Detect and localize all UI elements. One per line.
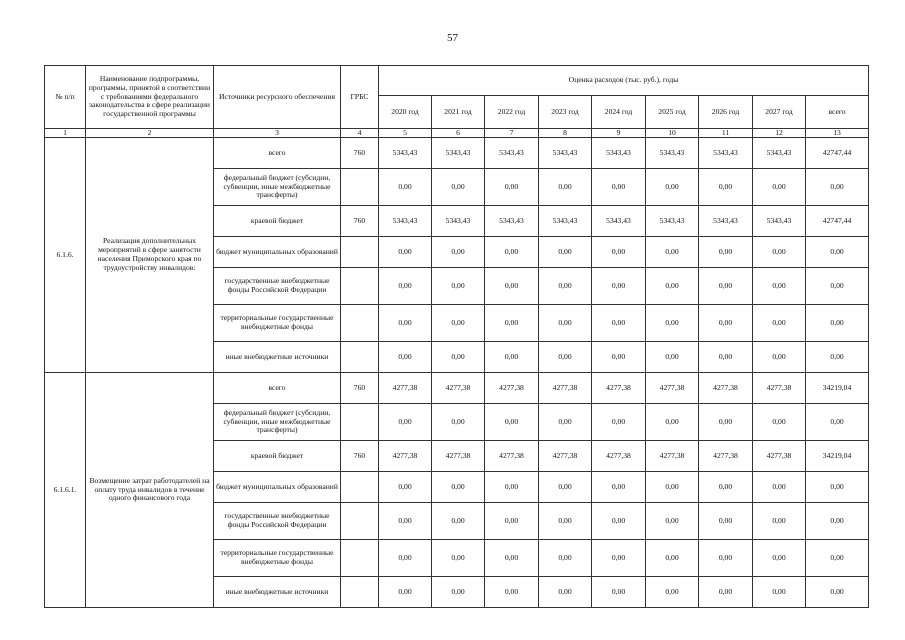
header-year: всего (806, 96, 869, 129)
amount-cell: 5343,43 (485, 206, 539, 237)
budget-table (44, 65, 869, 608)
column-number: 5 (379, 129, 432, 138)
amount-cell: 0,00 (646, 540, 699, 577)
amount-cell: 0,00 (592, 404, 646, 441)
amount-cell: 0,00 (432, 577, 485, 608)
amount-cell: 5343,43 (699, 138, 753, 169)
amount-cell: 0,00 (699, 237, 753, 268)
amount-cell: 0,00 (379, 577, 432, 608)
amount-cell: 5343,43 (592, 138, 646, 169)
amount-cell: 4277,38 (646, 441, 699, 472)
amount-cell: 0,00 (539, 577, 592, 608)
amount-cell: 4277,38 (432, 373, 485, 404)
amount-cell: 4277,38 (485, 373, 539, 404)
amount-cell: 0,00 (539, 169, 592, 206)
column-number: 9 (592, 129, 646, 138)
amount-cell: 0,00 (379, 342, 432, 373)
amount-cell: 4277,38 (485, 441, 539, 472)
amount-cell: 0,00 (432, 237, 485, 268)
funding-source: государственные внебюджетные фонды Российской Федерации (214, 503, 341, 540)
header-estimate: Оценка расходов (тыс. руб.), годы (379, 66, 869, 96)
grbs-code (341, 268, 379, 305)
header-year: 2020 год (379, 96, 432, 129)
grbs-code (341, 404, 379, 441)
page-number: 57 (447, 32, 458, 44)
column-number: 12 (753, 129, 806, 138)
amount-cell: 0,00 (753, 404, 806, 441)
amount-cell: 4277,38 (592, 441, 646, 472)
column-number: 7 (485, 129, 539, 138)
amount-cell: 0,00 (592, 237, 646, 268)
amount-cell: 0,00 (806, 577, 869, 608)
amount-cell: 0,00 (379, 169, 432, 206)
amount-cell: 0,00 (806, 268, 869, 305)
amount-cell: 0,00 (699, 268, 753, 305)
header-year: 2025 год (646, 96, 699, 129)
amount-cell: 0,00 (379, 404, 432, 441)
amount-cell: 0,00 (753, 540, 806, 577)
amount-cell: 0,00 (485, 404, 539, 441)
column-number: 3 (214, 129, 341, 138)
row-name: Возмещение затрат работодателей на оплату труда инвалидов в течение одного финансового года (86, 373, 214, 608)
amount-cell: 4277,38 (379, 441, 432, 472)
header-row (45, 66, 869, 96)
amount-cell: 0,00 (432, 342, 485, 373)
funding-source: бюджет муниципальных образований (214, 472, 341, 503)
amount-cell: 4277,38 (753, 441, 806, 472)
amount-cell: 0,00 (592, 305, 646, 342)
column-number: 4 (341, 129, 379, 138)
column-number: 13 (806, 129, 869, 138)
amount-cell: 0,00 (753, 305, 806, 342)
amount-cell: 0,00 (806, 342, 869, 373)
amount-cell: 4277,38 (699, 441, 753, 472)
header-year: 2026 год (699, 96, 753, 129)
amount-cell: 0,00 (646, 169, 699, 206)
amount-cell: 0,00 (432, 404, 485, 441)
amount-cell: 0,00 (432, 472, 485, 503)
amount-cell: 0,00 (646, 268, 699, 305)
amount-cell: 0,00 (806, 169, 869, 206)
funding-source: краевой бюджет (214, 441, 341, 472)
amount-cell: 0,00 (699, 472, 753, 503)
amount-cell: 0,00 (592, 169, 646, 206)
amount-cell: 0,00 (539, 305, 592, 342)
amount-cell: 0,00 (485, 342, 539, 373)
amount-cell: 0,00 (699, 540, 753, 577)
amount-cell: 0,00 (432, 268, 485, 305)
grbs-code (341, 472, 379, 503)
funding-source: бюджет муниципальных образований (214, 237, 341, 268)
amount-cell: 0,00 (646, 577, 699, 608)
header-source: Источники ресурсного обеспечения (214, 66, 341, 129)
funding-source: федеральный бюджет (субсидии, субвенции, иные межбюджетные трансферты) (214, 169, 341, 206)
amount-cell: 0,00 (699, 342, 753, 373)
amount-cell: 0,00 (592, 472, 646, 503)
amount-cell: 0,00 (753, 268, 806, 305)
funding-source: территориальные государственные внебюджетные фонды (214, 305, 341, 342)
amount-cell: 0,00 (753, 342, 806, 373)
amount-cell: 0,00 (753, 503, 806, 540)
column-number: 2 (86, 129, 214, 138)
amount-cell: 0,00 (432, 540, 485, 577)
grbs-code (341, 503, 379, 540)
amount-cell: 4277,38 (753, 373, 806, 404)
amount-cell: 4277,38 (539, 373, 592, 404)
amount-cell: 0,00 (379, 472, 432, 503)
amount-cell: 5343,43 (432, 206, 485, 237)
amount-cell: 5343,43 (753, 206, 806, 237)
amount-cell: 5343,43 (379, 206, 432, 237)
funding-source: иные внебюджетные источники (214, 342, 341, 373)
amount-cell: 0,00 (699, 305, 753, 342)
amount-cell: 5343,43 (592, 206, 646, 237)
amount-cell: 0,00 (592, 540, 646, 577)
amount-cell: 0,00 (646, 305, 699, 342)
amount-cell: 0,00 (753, 237, 806, 268)
amount-cell: 0,00 (379, 268, 432, 305)
amount-cell: 0,00 (485, 472, 539, 503)
amount-cell: 5343,43 (432, 138, 485, 169)
amount-cell: 0,00 (646, 472, 699, 503)
table-row (45, 138, 869, 169)
row-code: 6.1.6.1. (45, 373, 86, 608)
table-row (45, 373, 869, 404)
column-number: 6 (432, 129, 485, 138)
header-year: 2027 год (753, 96, 806, 129)
header-name: Наименование подпрограммы, программы, принятой в соответствии с требованиями федерального законодательства в сфере реализации государственной программы (86, 66, 214, 129)
amount-cell: 4277,38 (379, 373, 432, 404)
grbs-code (341, 342, 379, 373)
header-year: 2023 год (539, 96, 592, 129)
amount-cell: 0,00 (806, 404, 869, 441)
grbs-code: 760 (341, 138, 379, 169)
amount-cell: 0,00 (539, 540, 592, 577)
amount-cell: 4277,38 (539, 441, 592, 472)
amount-cell: 0,00 (806, 540, 869, 577)
amount-cell: 0,00 (432, 169, 485, 206)
header-year: 2022 год (485, 96, 539, 129)
amount-cell: 0,00 (699, 503, 753, 540)
amount-cell: 0,00 (432, 503, 485, 540)
amount-cell: 0,00 (485, 268, 539, 305)
grbs-code (341, 577, 379, 608)
grbs-code: 760 (341, 373, 379, 404)
grbs-code (341, 237, 379, 268)
amount-cell: 0,00 (806, 237, 869, 268)
amount-cell: 0,00 (753, 577, 806, 608)
amount-cell: 0,00 (699, 404, 753, 441)
amount-cell: 5343,43 (539, 138, 592, 169)
amount-cell: 0,00 (539, 472, 592, 503)
grbs-code: 760 (341, 441, 379, 472)
amount-cell: 5343,43 (485, 138, 539, 169)
amount-cell: 34219,04 (806, 373, 869, 404)
column-number: 8 (539, 129, 592, 138)
amount-cell: 0,00 (539, 237, 592, 268)
amount-cell: 5343,43 (646, 138, 699, 169)
amount-cell: 5343,43 (753, 138, 806, 169)
funding-source: краевой бюджет (214, 206, 341, 237)
grbs-code: 760 (341, 206, 379, 237)
amount-cell: 0,00 (592, 342, 646, 373)
row-code: 6.1.6. (45, 138, 86, 373)
amount-cell: 0,00 (806, 503, 869, 540)
amount-cell: 5343,43 (646, 206, 699, 237)
grbs-code (341, 169, 379, 206)
amount-cell: 0,00 (646, 237, 699, 268)
funding-source: территориальные государственные внебюджетные фонды (214, 540, 341, 577)
amount-cell: 5343,43 (539, 206, 592, 237)
column-number: 11 (699, 129, 753, 138)
amount-cell: 0,00 (806, 472, 869, 503)
funding-source: федеральный бюджет (субсидии, субвенции, иные межбюджетные трансферты) (214, 404, 341, 441)
amount-cell: 0,00 (485, 169, 539, 206)
amount-cell: 0,00 (485, 305, 539, 342)
amount-cell: 0,00 (485, 577, 539, 608)
column-number: 10 (646, 129, 699, 138)
funding-source: всего (214, 138, 341, 169)
amount-cell: 0,00 (592, 577, 646, 608)
amount-cell: 0,00 (379, 305, 432, 342)
amount-cell: 4277,38 (592, 373, 646, 404)
amount-cell: 5343,43 (699, 206, 753, 237)
amount-cell: 0,00 (485, 503, 539, 540)
amount-cell: 0,00 (592, 268, 646, 305)
amount-cell: 0,00 (432, 305, 485, 342)
amount-cell: 0,00 (379, 540, 432, 577)
grbs-code (341, 305, 379, 342)
amount-cell: 0,00 (646, 503, 699, 540)
amount-cell: 0,00 (592, 503, 646, 540)
amount-cell: 0,00 (539, 342, 592, 373)
amount-cell: 0,00 (485, 237, 539, 268)
amount-cell: 4277,38 (432, 441, 485, 472)
amount-cell: 4277,38 (699, 373, 753, 404)
column-numbering-row (45, 129, 869, 138)
amount-cell: 0,00 (485, 540, 539, 577)
column-number: 1 (45, 129, 86, 138)
header-year: 2024 год (592, 96, 646, 129)
funding-source: всего (214, 373, 341, 404)
amount-cell: 0,00 (699, 577, 753, 608)
row-name: Реализация дополнительных мероприятий в сфере занятости населения Приморского края по трудоустройству инвалидов: (86, 138, 214, 373)
grbs-code (341, 540, 379, 577)
header-grbs: ГРБС (341, 66, 379, 129)
amount-cell: 34219,04 (806, 441, 869, 472)
amount-cell: 0,00 (539, 503, 592, 540)
amount-cell: 0,00 (539, 404, 592, 441)
amount-cell: 0,00 (379, 503, 432, 540)
amount-cell: 4277,38 (646, 373, 699, 404)
amount-cell: 5343,43 (379, 138, 432, 169)
amount-cell: 0,00 (379, 237, 432, 268)
amount-cell: 42747,44 (806, 206, 869, 237)
amount-cell: 0,00 (753, 169, 806, 206)
amount-cell: 0,00 (753, 472, 806, 503)
table-body (45, 138, 869, 608)
funding-source: иные внебюджетные источники (214, 577, 341, 608)
header-year: 2021 год (432, 96, 485, 129)
amount-cell: 0,00 (539, 268, 592, 305)
amount-cell: 0,00 (699, 169, 753, 206)
header-num: № п/п (45, 66, 86, 129)
amount-cell: 42747,44 (806, 138, 869, 169)
amount-cell: 0,00 (646, 342, 699, 373)
amount-cell: 0,00 (806, 305, 869, 342)
funding-source: государственные внебюджетные фонды Российской Федерации (214, 268, 341, 305)
amount-cell: 0,00 (646, 404, 699, 441)
